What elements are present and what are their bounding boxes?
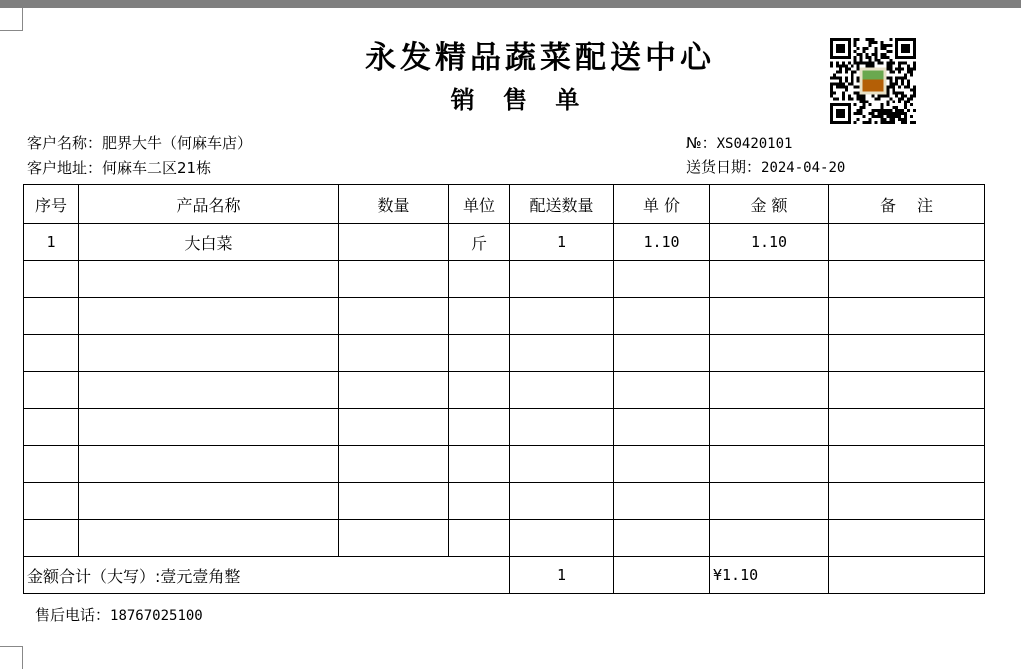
cell-amount xyxy=(710,372,829,409)
customer-name xyxy=(27,133,252,153)
cell-delivered-qty xyxy=(510,335,614,372)
after-sales-phone xyxy=(35,604,203,625)
cell-amount xyxy=(710,483,829,520)
cell-note xyxy=(829,446,985,483)
cell-delivered-qty xyxy=(510,446,614,483)
customer-name-label: 客户名称： xyxy=(27,134,103,152)
cell-index: 1 xyxy=(24,224,79,261)
cell-delivered-qty xyxy=(510,261,614,298)
total-unit-price xyxy=(614,557,710,594)
cell-unit-price: 1.10 xyxy=(614,224,710,261)
cell-note xyxy=(829,372,985,409)
cell-unit-price xyxy=(614,446,710,483)
cell-delivered-qty xyxy=(510,298,614,335)
table-row xyxy=(24,372,985,409)
cell-product-name xyxy=(79,483,339,520)
cell-product-name xyxy=(79,409,339,446)
table-row xyxy=(24,298,985,335)
cell-amount xyxy=(710,409,829,446)
cell-amount xyxy=(710,261,829,298)
total-row xyxy=(24,557,985,594)
table-row xyxy=(24,520,985,557)
cell-unit xyxy=(449,483,510,520)
delivery-date-label: 送货日期： xyxy=(686,158,762,176)
cell-amount xyxy=(710,446,829,483)
cell-unit-price xyxy=(614,335,710,372)
after-sales-phone-value: 18767025100 xyxy=(110,608,203,624)
table-row xyxy=(24,483,985,520)
cell-note xyxy=(829,335,985,372)
table-header-row xyxy=(24,185,985,224)
cell-index xyxy=(24,335,79,372)
order-number-label: №： xyxy=(686,134,717,152)
total-amount: ¥1.10 xyxy=(710,557,829,594)
cell-unit xyxy=(449,372,510,409)
header-note: 备 注 xyxy=(829,185,985,224)
delivery-date xyxy=(686,157,845,178)
cell-product-name xyxy=(79,261,339,298)
header-index: 序号 xyxy=(24,185,79,224)
table-row xyxy=(24,335,985,372)
header-unit-price: 单 价 xyxy=(614,185,710,224)
cell-quantity xyxy=(339,224,449,261)
qr-code-icon xyxy=(830,38,916,124)
cell-delivered-qty xyxy=(510,520,614,557)
table-row xyxy=(24,446,985,483)
cell-unit-price xyxy=(614,409,710,446)
cell-amount xyxy=(710,298,829,335)
after-sales-phone-label: 售后电话： xyxy=(35,606,111,624)
cell-quantity xyxy=(339,446,449,483)
cell-unit xyxy=(449,409,510,446)
cell-unit xyxy=(449,298,510,335)
cell-index xyxy=(24,298,79,335)
cell-quantity xyxy=(339,372,449,409)
order-number-value: XS0420101 xyxy=(716,136,793,152)
cell-index xyxy=(24,261,79,298)
cell-product-name: 大白菜 xyxy=(79,224,339,261)
cell-unit xyxy=(449,335,510,372)
cell-amount xyxy=(710,520,829,557)
cell-delivered-qty xyxy=(510,372,614,409)
cell-unit: 斤 xyxy=(449,224,510,261)
cell-unit-price xyxy=(614,298,710,335)
cell-index xyxy=(24,372,79,409)
cell-note xyxy=(829,224,985,261)
cell-unit-price xyxy=(614,520,710,557)
cell-note xyxy=(829,483,985,520)
cell-quantity xyxy=(339,261,449,298)
cell-unit xyxy=(449,520,510,557)
cell-quantity xyxy=(339,298,449,335)
cell-product-name xyxy=(79,520,339,557)
cell-quantity xyxy=(339,335,449,372)
cell-unit-price xyxy=(614,372,710,409)
cell-unit xyxy=(449,446,510,483)
header-quantity: 数量 xyxy=(339,185,449,224)
cell-index xyxy=(24,446,79,483)
cell-product-name xyxy=(79,335,339,372)
customer-address-label: 客户地址： xyxy=(27,159,103,177)
sales-table xyxy=(23,184,985,594)
delivery-date-value: 2024-04-20 xyxy=(761,160,846,176)
header-amount: 金 额 xyxy=(710,185,829,224)
cell-unit-price xyxy=(614,483,710,520)
cell-note xyxy=(829,409,985,446)
cell-index xyxy=(24,409,79,446)
cell-delivered-qty xyxy=(510,483,614,520)
header-delivered-qty: 配送数量 xyxy=(510,185,614,224)
customer-address xyxy=(27,158,211,178)
cell-quantity xyxy=(339,483,449,520)
cell-note xyxy=(829,261,985,298)
window-top-bar xyxy=(0,0,1021,8)
cell-quantity xyxy=(339,520,449,557)
cell-index xyxy=(24,520,79,557)
cell-note xyxy=(829,298,985,335)
cell-delivered-qty xyxy=(510,409,614,446)
table-row xyxy=(24,409,985,446)
page-corner-top-mark xyxy=(0,8,23,31)
table-row xyxy=(24,261,985,298)
cell-amount xyxy=(710,335,829,372)
total-note xyxy=(829,557,985,594)
page-corner-bottom-mark xyxy=(0,646,23,669)
total-delivered-qty: 1 xyxy=(510,557,614,594)
header-product-name: 产品名称 xyxy=(79,185,339,224)
order-number xyxy=(686,133,792,154)
cell-note xyxy=(829,520,985,557)
cell-amount: 1.10 xyxy=(710,224,829,261)
cell-index xyxy=(24,483,79,520)
document-subtitle: 销 售 单 xyxy=(450,85,590,114)
customer-address-value: 何麻车二区21栋 xyxy=(102,159,212,177)
cell-product-name xyxy=(79,446,339,483)
table-row xyxy=(24,224,985,261)
customer-name-value: 肥界大牛（何麻车店） xyxy=(102,134,253,152)
cell-unit xyxy=(449,261,510,298)
cell-delivered-qty: 1 xyxy=(510,224,614,261)
cell-unit-price xyxy=(614,261,710,298)
cell-quantity xyxy=(339,409,449,446)
total-amount-in-words: 金额合计（大写）:壹元壹角整 xyxy=(24,557,510,594)
header-unit: 单位 xyxy=(449,185,510,224)
cell-product-name xyxy=(79,372,339,409)
document-title: 永发精品蔬菜配送中心 xyxy=(365,40,715,76)
cell-product-name xyxy=(79,298,339,335)
